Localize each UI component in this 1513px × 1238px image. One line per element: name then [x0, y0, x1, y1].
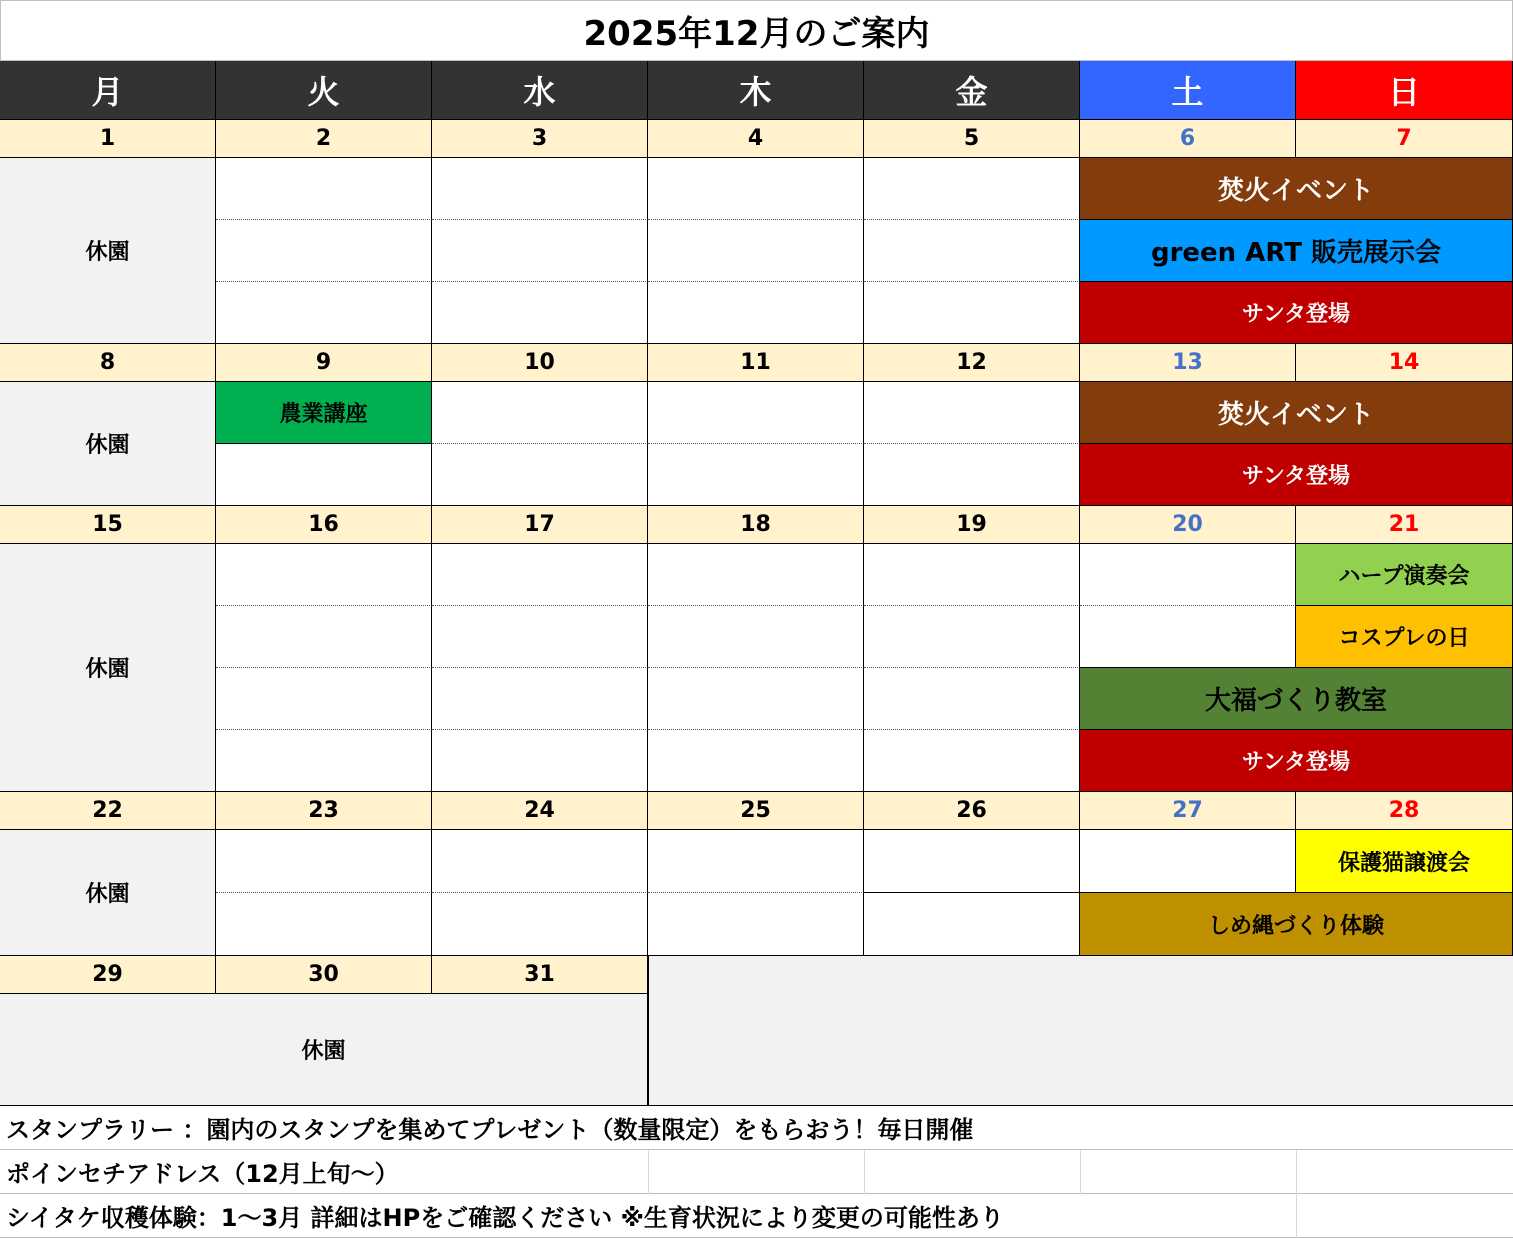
day-number: 9	[216, 344, 432, 382]
event-bonfire: 焚火イベント	[1080, 158, 1513, 220]
empty-slot	[864, 444, 1080, 506]
empty-slot	[1080, 606, 1296, 668]
day-number: 26	[864, 792, 1080, 830]
empty-slot	[648, 668, 864, 730]
empty-slot	[864, 668, 1080, 730]
empty-slot	[648, 444, 864, 506]
empty-slot	[216, 606, 432, 668]
empty-slot	[648, 158, 864, 220]
empty-slot	[864, 544, 1080, 606]
weekday-sun: 日	[1296, 61, 1513, 120]
event-santa: サンタ登場	[1080, 444, 1513, 506]
empty-slot	[648, 606, 864, 668]
empty-slot	[216, 158, 432, 220]
day-number-sun: 21	[1296, 506, 1513, 544]
empty-slot	[648, 544, 864, 606]
weekday-fri: 金	[864, 61, 1080, 120]
day-number: 4	[648, 120, 864, 158]
day-number: 2	[216, 120, 432, 158]
blank-area	[648, 956, 1513, 1106]
empty-slot	[432, 382, 648, 444]
day-number: 24	[432, 792, 648, 830]
empty-slot	[432, 893, 648, 956]
day-number: 25	[648, 792, 864, 830]
empty-slot	[432, 544, 648, 606]
weekday-wed: 水	[432, 61, 648, 120]
empty-slot	[216, 668, 432, 730]
day-number: 30	[216, 956, 432, 994]
event-daifuku-class: 大福づくり教室	[1080, 668, 1513, 730]
empty-slot	[216, 730, 432, 792]
day-number-sun: 14	[1296, 344, 1513, 382]
empty-slot	[648, 730, 864, 792]
empty-slot	[432, 158, 648, 220]
closed-label: 休園	[0, 830, 216, 956]
empty-slot	[432, 606, 648, 668]
empty-slot	[1080, 830, 1296, 893]
empty-slot	[648, 282, 864, 344]
event-santa: サンタ登場	[1080, 282, 1513, 344]
note-stamp-rally: スタンプラリー ：園内のスタンプを集めてプレゼント（数量限定）をもらおう！毎日開催	[0, 1106, 1513, 1150]
note-shiitake: シイタケ収穫体験：1～3月 詳細はHPをご確認ください ※生育状況により変更の可能性あり	[0, 1194, 1513, 1238]
day-number: 8	[0, 344, 216, 382]
closed-label: 休園	[0, 158, 216, 344]
grid-line	[648, 1150, 649, 1194]
day-number: 3	[432, 120, 648, 158]
empty-slot	[432, 730, 648, 792]
grid-line	[1080, 1150, 1081, 1194]
empty-slot	[216, 830, 432, 893]
weekday-tue: 火	[216, 61, 432, 120]
empty-slot	[216, 444, 432, 506]
grid-line	[1296, 1150, 1297, 1238]
empty-slot	[864, 730, 1080, 792]
empty-slot	[432, 220, 648, 282]
empty-slot	[864, 606, 1080, 668]
day-number: 29	[0, 956, 216, 994]
day-number: 19	[864, 506, 1080, 544]
empty-slot	[432, 668, 648, 730]
day-number: 17	[432, 506, 648, 544]
closed-label: 休園	[0, 994, 648, 1106]
empty-slot	[432, 444, 648, 506]
day-number: 18	[648, 506, 864, 544]
day-number: 31	[432, 956, 648, 994]
weekday-sat: 土	[1080, 61, 1296, 120]
closed-label: 休園	[0, 544, 216, 792]
day-number-sat: 20	[1080, 506, 1296, 544]
event-cat-adoption: 保護猫譲渡会	[1296, 830, 1513, 893]
empty-slot	[216, 282, 432, 344]
empty-slot	[648, 893, 864, 956]
event-harp-concert: ハープ演奏会	[1296, 544, 1513, 606]
empty-slot	[1080, 544, 1296, 606]
day-number: 11	[648, 344, 864, 382]
empty-slot	[432, 830, 648, 893]
day-number-sat: 6	[1080, 120, 1296, 158]
empty-slot	[648, 382, 864, 444]
page-title: 2025年12月のご案内	[0, 0, 1513, 61]
event-santa: サンタ登場	[1080, 730, 1513, 792]
day-number: 23	[216, 792, 432, 830]
day-number-sat: 27	[1080, 792, 1296, 830]
grid-line	[864, 1150, 865, 1194]
empty-slot	[648, 830, 864, 893]
empty-slot	[864, 158, 1080, 220]
empty-slot	[864, 830, 1080, 893]
event-agri-lecture: 農業講座	[216, 382, 432, 444]
empty-slot	[864, 282, 1080, 344]
day-number: 15	[0, 506, 216, 544]
day-number: 5	[864, 120, 1080, 158]
event-bonfire: 焚火イベント	[1080, 382, 1513, 444]
empty-slot	[216, 220, 432, 282]
event-shimenawa: しめ縄づくり体験	[1080, 893, 1513, 956]
day-number-sun: 28	[1296, 792, 1513, 830]
weekday-mon: 月	[0, 61, 216, 120]
event-cosplay-day: コスプレの日	[1296, 606, 1513, 668]
empty-slot	[216, 893, 432, 956]
note-poinsettia: ポインセチアドレス（12月上旬～）	[0, 1150, 1513, 1194]
empty-slot	[864, 382, 1080, 444]
closed-label: 休園	[0, 382, 216, 506]
empty-slot	[432, 282, 648, 344]
day-number-sat: 13	[1080, 344, 1296, 382]
day-number: 16	[216, 506, 432, 544]
day-number: 10	[432, 344, 648, 382]
empty-slot	[864, 893, 1080, 956]
day-number: 12	[864, 344, 1080, 382]
empty-slot	[648, 220, 864, 282]
day-number-sun: 7	[1296, 120, 1513, 158]
day-number: 22	[0, 792, 216, 830]
event-green-art: green ART 販売展示会	[1080, 220, 1513, 282]
day-number: 1	[0, 120, 216, 158]
empty-slot	[864, 220, 1080, 282]
weekday-thu: 木	[648, 61, 864, 120]
empty-slot	[216, 544, 432, 606]
